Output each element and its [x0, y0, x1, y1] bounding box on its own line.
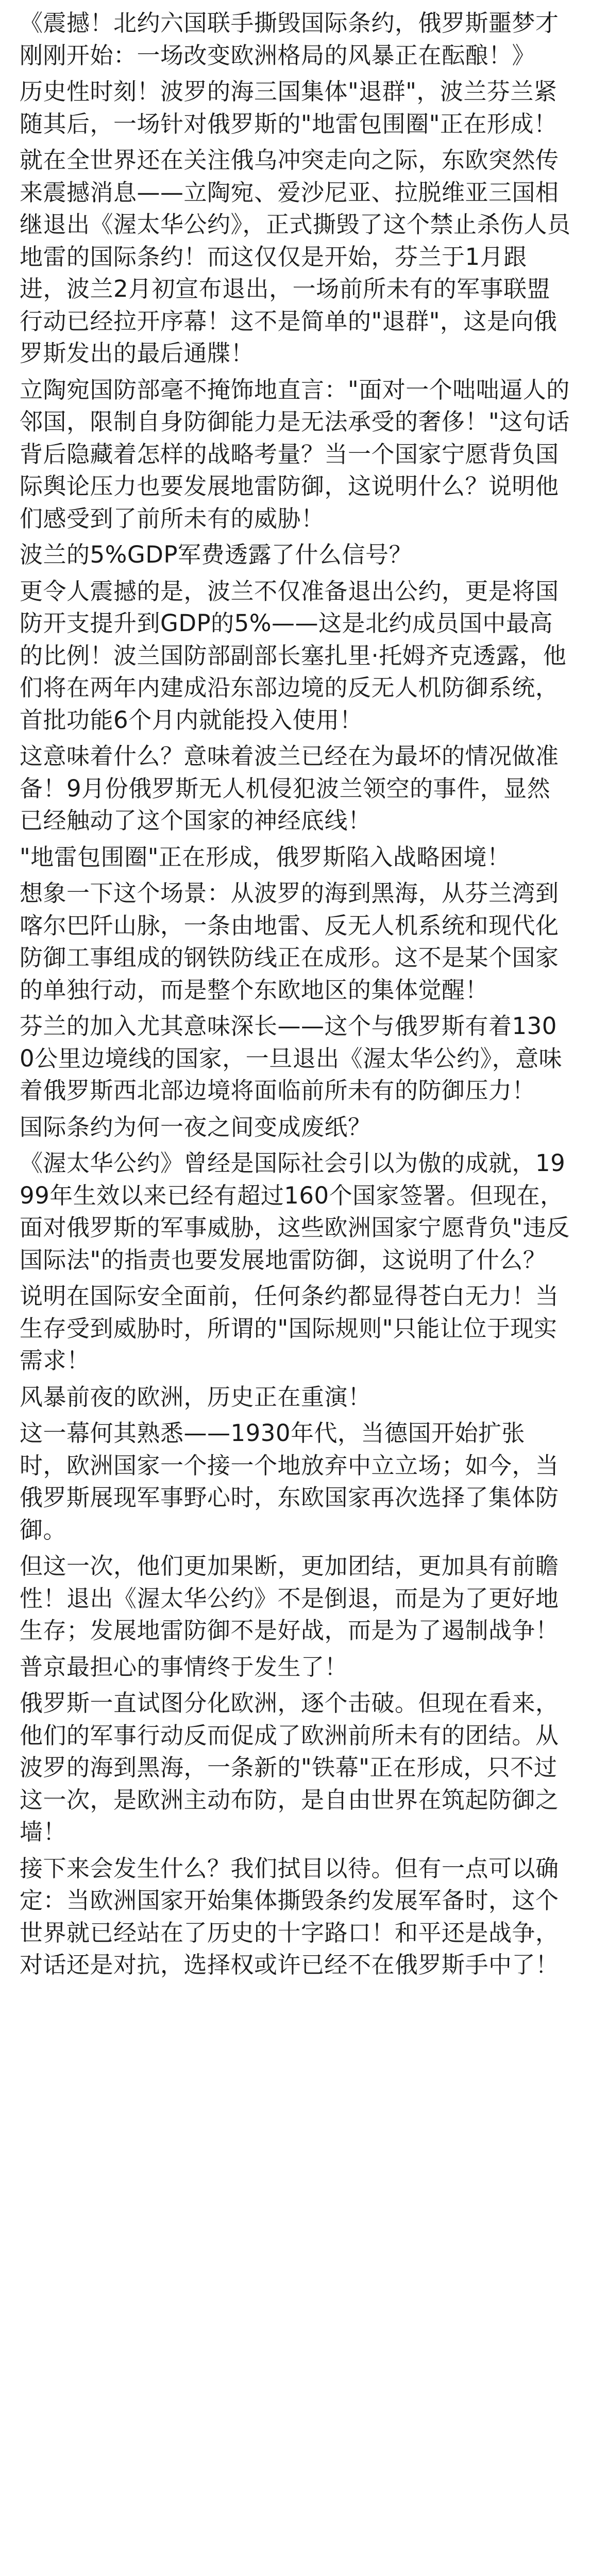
section-heading: 波兰的5%GDP军费透露了什么信号？: [20, 541, 413, 568]
article-paragraph: 俄罗斯一直试图分化欧洲，逐个击破。但现在看来，他们的军事行动反而促成了欧洲前所未有的团结。从波罗的海到黑海，一条新的"铁幕"正在形成，只不过这一次，是欧洲主动布防，是自由世界在筑起防御之墙！: [20, 1689, 559, 1845]
article-paragraph: 这意味着什么？意味着波兰已经在为最坏的情况做准备！9月份俄罗斯无人机侵犯波兰领空的事件，显然已经触动了这个国家的神经底线！: [20, 742, 559, 834]
article-paragraph: 就在全世界还在关注俄乌冲突走向之际，东欧突然传来震撼消息——立陶宛、爱沙尼亚、拉脱维亚三国相继退出《渥太华公约》，正式撕毁了这个禁止杀伤人员地雷的国际条约！而这仅仅是开始，芬兰于1月跟进，波兰2月初宣布退出，一场前所未有的军事联盟行动已经拉开序幕！这不是简单的"退群"，这是向俄罗斯发出的最后通牒！: [20, 146, 571, 367]
article-paragraph: 接下来会发生什么？我们拭目以待。但有一点可以确定：当欧洲国家开始集体撕毁条约发展军备时，这个世界就已经站在了历史的十字路口！和平还是战争，对话还是对抗，选择权或许已经不在俄罗斯手中了！: [20, 1854, 559, 1978]
article-paragraph: 立陶宛国防部毫不掩饰地直言："面对一个咄咄逼人的邻国，限制自身防御能力是无法承受的奢侈！"这句话背后隐藏着怎样的战略考量？当一个国家宁愿背负国际舆论压力也要发展地雷防御，这说明什么？说明他们感受到了前所未有的威胁！: [20, 376, 570, 532]
section-heading: 风暴前夜的欧洲，历史正在重演！: [20, 1383, 372, 1411]
section-heading: "地雷包围圈"正在形成，俄罗斯陷入战略困境！: [20, 843, 511, 871]
article-paragraph: 想象一下这个场景：从波罗的海到黑海，从芬兰湾到喀尔巴阡山脉，一条由地雷、反无人机系统和现代化防御工事组成的钢铁防线正在成形。这不是某个国家的单独行动，而是整个东欧地区的集体觉醒！: [20, 879, 559, 1004]
article-paragraph: 《渥太华公约》曾经是国际社会引以为傲的成就，1999年生效以来已经有超过160个国家签署。但现在，面对俄罗斯的军事威胁，这些欧洲国家宁愿背负"违反国际法"的指责也要发展地雷防御，这说明了什么？: [20, 1149, 570, 1274]
section-heading: 普京最担心的事情终于发生了！: [20, 1653, 348, 1681]
article-title: 《震撼！北约六国联手撕毁国际条约，俄罗斯噩梦才刚刚开始：一场改变欧洲格局的风暴正在酝酿！》: [20, 9, 559, 69]
section-heading: 国际条约为何一夜之间变成废纸？: [20, 1113, 372, 1141]
article-paragraph: 更令人震撼的是，波兰不仅准备退出公约，更是将国防开支提升到GDP的5%——这是北约成员国中最高的比例！波兰国防部副部长塞扎里·托姆齐克透露，他们将在两年内建成沿东部边境的反无人机防御系统，首批功能6个月内就能投入使用！: [20, 577, 567, 734]
article-paragraph: 历史性时刻！波罗的海三国集体"退群"，波兰芬兰紧随其后，一场针对俄罗斯的"地雷包围圈"正在形成！: [20, 78, 558, 138]
article-paragraph: 但这一次，他们更加果断，更加团结，更加具有前瞻性！退出《渥太华公约》不是倒退，而是为了更好地生存；发展地雷防御不是好战，而是为了遏制战争！: [20, 1552, 559, 1644]
article-paragraph: 这一幕何其熟悉——1930年代，当德国开始扩张时，欧洲国家一个接一个地放弃中立立场；如今，当俄罗斯展现军事野心时，东欧国家再次选择了集体防御。: [20, 1419, 559, 1544]
article-paragraph: 说明在国际安全面前，任何条约都显得苍白无力！当生存受到威胁时，所谓的"国际规则"只能让位于现实需求！: [20, 1282, 559, 1374]
article-paragraph: 芬兰的加入尤其意味深长——这个与俄罗斯有着1300公里边境线的国家，一旦退出《渥太华公约》，意味着俄罗斯西北部边境将面临前所未有的防御压力！: [20, 1012, 563, 1104]
